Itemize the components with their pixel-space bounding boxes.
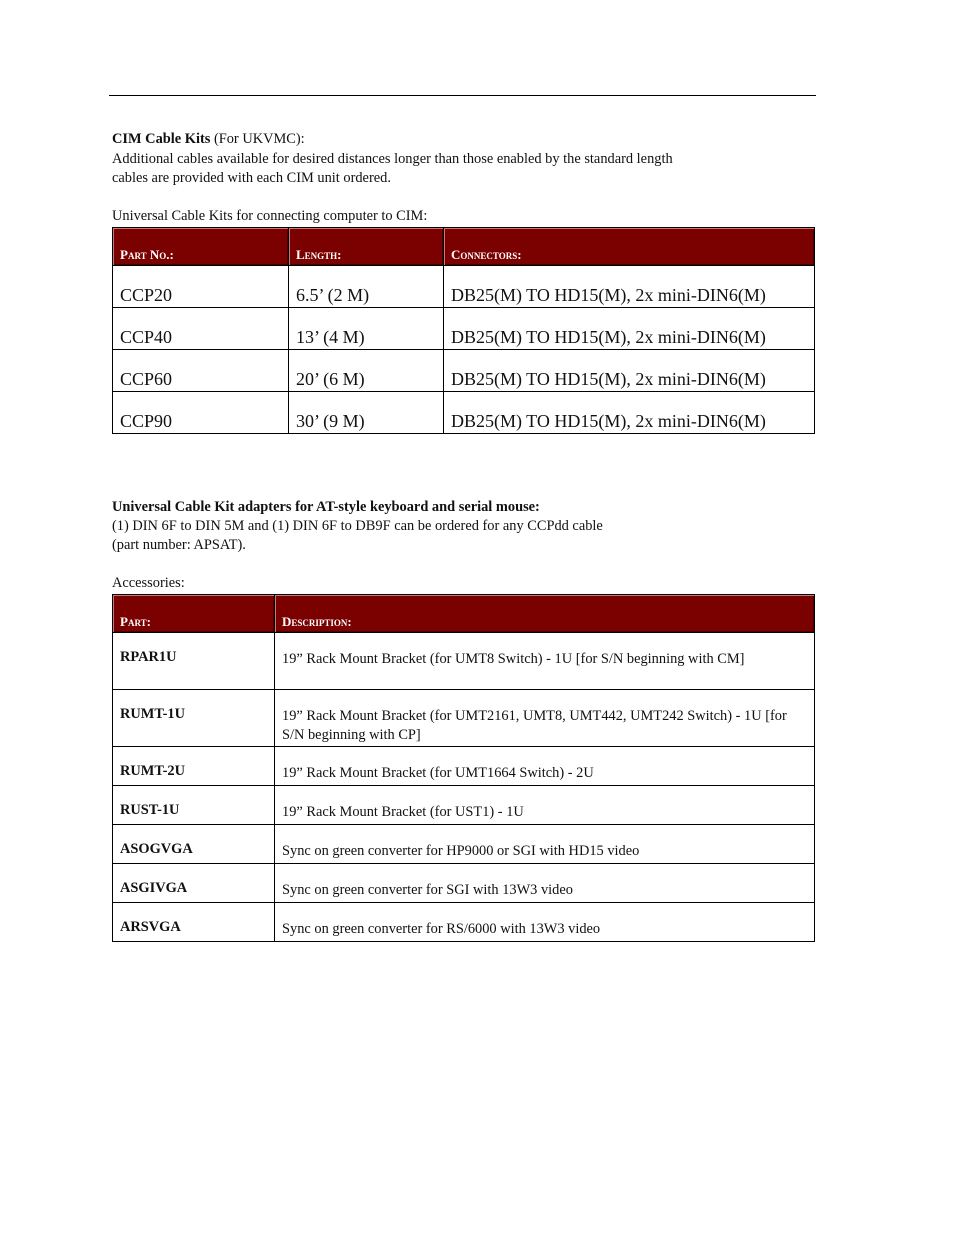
cell-part: ASOGVGA xyxy=(113,825,275,864)
cell-description: Sync on green converter for HP9000 or SGI with HD15 video xyxy=(275,825,815,864)
adapter-heading: Universal Cable Kit adapters for AT-style keyboard and serial mouse: xyxy=(112,499,540,515)
cell-length: 30’ (9 M) xyxy=(289,392,444,434)
table-row xyxy=(113,308,815,350)
table-row xyxy=(113,747,815,786)
cell-part: CCP60 xyxy=(113,350,289,392)
header-length: Length: xyxy=(289,228,444,266)
header-part: Part: xyxy=(113,595,275,633)
table-row xyxy=(113,864,815,903)
cim-heading-rest: (For UKVMC): xyxy=(210,131,305,147)
header-description: Description: xyxy=(275,595,815,633)
cell-connectors: DB25(M) TO HD15(M), 2x mini-DIN6(M) xyxy=(444,392,815,434)
accessories-label: Accessories: xyxy=(112,575,185,591)
cable-kit-table xyxy=(112,227,815,434)
table-row xyxy=(113,266,815,308)
cell-connectors: DB25(M) TO HD15(M), 2x mini-DIN6(M) xyxy=(444,266,815,308)
cell-length: 6.5’ (2 M) xyxy=(289,266,444,308)
table-row xyxy=(113,690,815,747)
cell-description: 19” Rack Mount Bracket (for UMT2161, UMT8, UMT442, UMT242 Switch) - 1U [for S/N beginning with CP] xyxy=(275,690,815,747)
adapter-line-1: (1) DIN 6F to DIN 5M and (1) DIN 6F to DB9F can be ordered for any CCPdd cable xyxy=(112,518,603,534)
cell-part: CCP90 xyxy=(113,392,289,434)
cim-heading xyxy=(112,130,812,149)
cable-table-header-row xyxy=(113,228,815,266)
cell-description: 19” Rack Mount Bracket (for UMT8 Switch) - 1U [for S/N beginning with CM] xyxy=(275,633,815,690)
table-row xyxy=(113,903,815,942)
cell-part: RUST-1U xyxy=(113,786,275,825)
header-connectors: Connectors: xyxy=(444,228,815,266)
cell-description: 19” Rack Mount Bracket (for UMT1664 Switch) - 2U xyxy=(275,747,815,786)
header-rule xyxy=(109,95,816,96)
cell-description: 19” Rack Mount Bracket (for UST1) - 1U xyxy=(275,786,815,825)
table-row xyxy=(113,786,815,825)
accessories-table xyxy=(112,594,815,942)
cell-connectors: DB25(M) TO HD15(M), 2x mini-DIN6(M) xyxy=(444,308,815,350)
cable-table-intro: Universal Cable Kits for connecting computer to CIM: xyxy=(112,208,428,224)
cell-length: 20’ (6 M) xyxy=(289,350,444,392)
cell-description: Sync on green converter for RS/6000 with 13W3 video xyxy=(275,903,815,942)
table-row xyxy=(113,392,815,434)
cell-part: RUMT-2U xyxy=(113,747,275,786)
cell-part: ARSVGA xyxy=(113,903,275,942)
cell-length: 13’ (4 M) xyxy=(289,308,444,350)
table-row xyxy=(113,825,815,864)
cell-part: ASGIVGA xyxy=(113,864,275,903)
header-part-no: Part No.: xyxy=(113,228,289,266)
adapter-line-2: (part number: APSAT). xyxy=(112,537,246,553)
cell-connectors: DB25(M) TO HD15(M), 2x mini-DIN6(M) xyxy=(444,350,815,392)
cell-part: RPAR1U xyxy=(113,633,275,690)
cim-paragraph-line-2: cables are provided with each CIM unit ordered. xyxy=(112,170,391,186)
cell-description: Sync on green converter for SGI with 13W3 video xyxy=(275,864,815,903)
cim-heading-bold: CIM Cable Kits xyxy=(112,131,211,147)
table-row xyxy=(113,633,815,690)
accessories-header-row xyxy=(113,595,815,633)
cim-paragraph-line-1: Additional cables available for desired distances longer than those enabled by the standard length xyxy=(112,151,673,167)
cell-part: CCP20 xyxy=(113,266,289,308)
cell-part: CCP40 xyxy=(113,308,289,350)
cell-part: RUMT-1U xyxy=(113,690,275,747)
table-row xyxy=(113,350,815,392)
